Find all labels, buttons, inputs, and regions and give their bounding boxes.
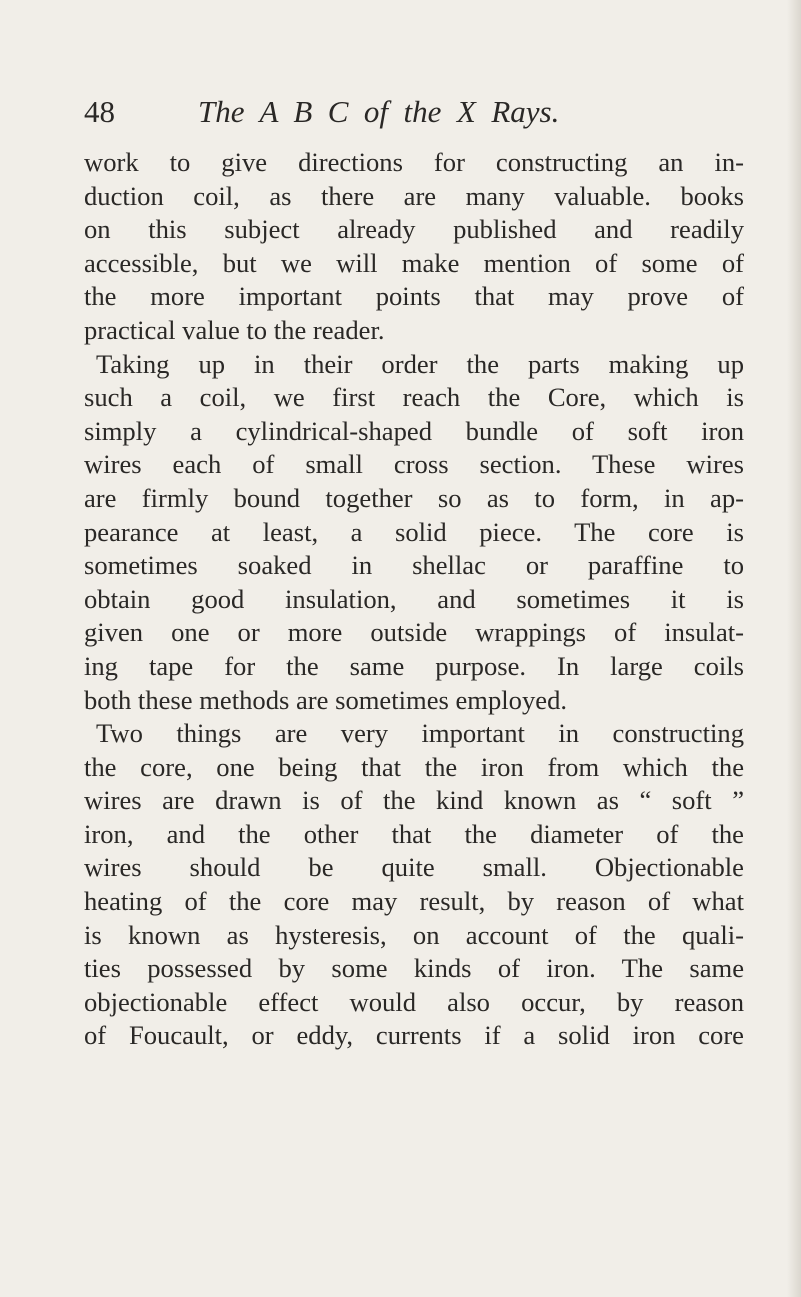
text-line: accessible, but we will make mention of some of — [84, 247, 744, 278]
text-line: such a coil, we first reach the Core, which is — [84, 382, 744, 413]
text-line: wires each of small cross section. These wires — [84, 449, 744, 480]
page-number: 48 — [84, 94, 115, 129]
text-line: ties possessed by some kinds of iron. The same — [84, 953, 744, 984]
text-line: both these methods are sometimes employed. — [84, 684, 568, 715]
text-line: heating of the core may result, by reason of what — [84, 886, 744, 917]
text-line: on this subject already published and readily — [84, 214, 744, 245]
text-line: ing tape for the same purpose. In large coils — [84, 650, 744, 681]
text-line: practical value to the reader. — [84, 314, 385, 345]
text-line: pearance at least, a solid piece. The core is — [84, 516, 744, 547]
text-line: is known as hysteresis, on account of the quali- — [84, 919, 744, 950]
text-line: simply a cylindrical-shaped bundle of soft iron — [84, 415, 744, 446]
page-edge-shadow — [787, 0, 801, 1297]
text-line: wires are drawn is of the kind known as “ soft ” — [84, 785, 744, 816]
text-line: wires should be quite small. Objectionable — [84, 852, 744, 883]
text-line: sometimes soaked in shellac or paraffine to — [84, 550, 744, 581]
text-line: Two things are very important in constructing — [96, 718, 744, 749]
text-line: obtain good insulation, and sometimes it is — [84, 583, 744, 614]
text-line: duction coil, as there are many valuable. books — [84, 180, 744, 211]
text-line: given one or more outside wrappings of insulat- — [84, 617, 744, 648]
text-line: are firmly bound together so as to form, in ap- — [84, 482, 744, 513]
body-text — [84, 146, 744, 1053]
running-head — [84, 92, 724, 132]
text-line: Taking up in their order the parts making up — [96, 348, 744, 379]
text-line: objectionable effect would also occur, by reason — [84, 986, 744, 1017]
text-line: of Foucault, or eddy, currents if a solid iron core — [84, 1020, 744, 1051]
text-line: the more important points that may prove of — [84, 281, 744, 312]
text-line: iron, and the other that the diameter of the — [84, 818, 744, 849]
text-line: the core, one being that the iron from which the — [84, 751, 744, 782]
running-title: The A B C of the X Rays. — [198, 94, 560, 129]
text-line: work to give directions for constructing an in- — [84, 147, 744, 177]
